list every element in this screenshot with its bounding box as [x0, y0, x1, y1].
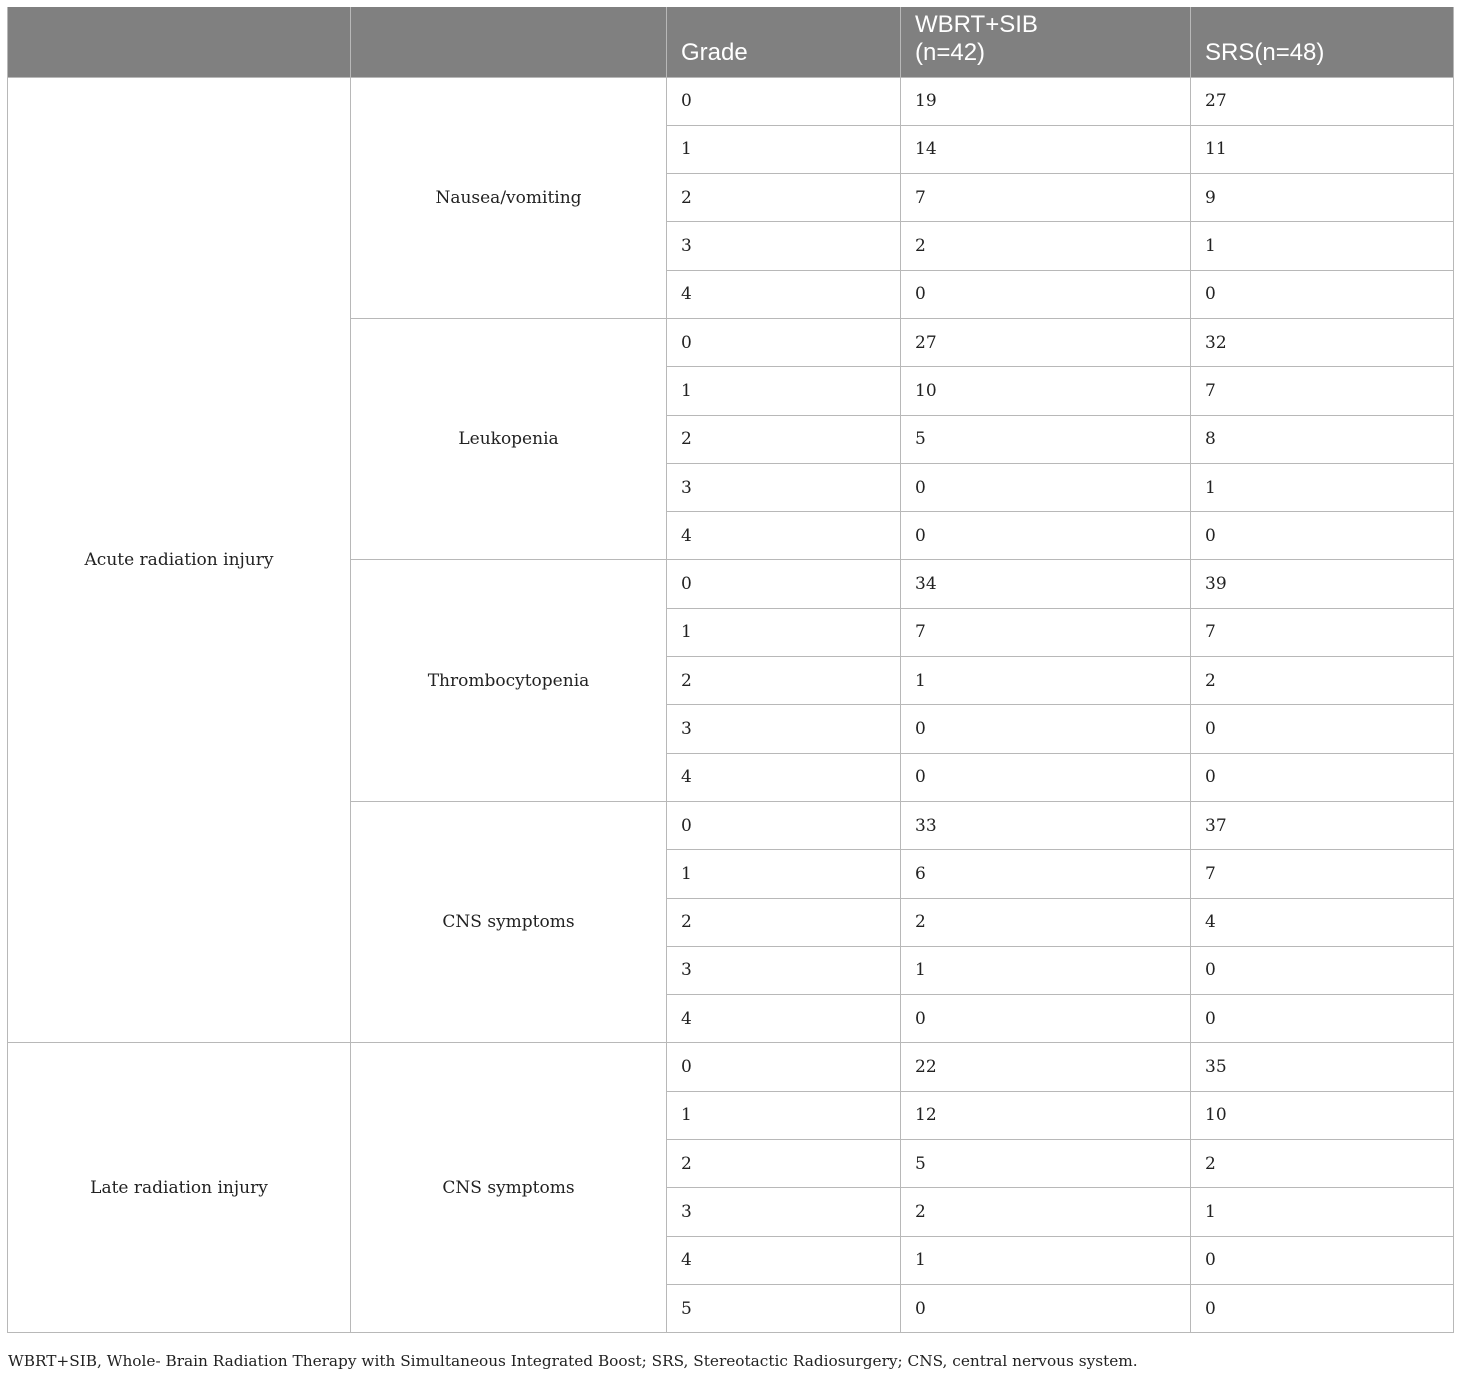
- srs-cell: 1: [1191, 222, 1454, 270]
- header-wbrt-sib-line2: (n=42): [915, 38, 986, 66]
- wbrt-cell: 19: [901, 77, 1191, 125]
- grade-cell: 0: [667, 801, 901, 849]
- srs-cell: 7: [1191, 608, 1454, 656]
- symptom-cell: CNS symptoms: [351, 1043, 667, 1333]
- table-footnote: WBRT+SIB, Whole- Brain Radiation Therapy with Simultaneous Integrated Boost; SRS, Stereotactic Radiosurgery; CNS, central nervous system.: [8, 1352, 1138, 1370]
- wbrt-cell: 0: [901, 705, 1191, 753]
- wbrt-cell: 5: [901, 1140, 1191, 1188]
- srs-cell: 9: [1191, 174, 1454, 222]
- header-symptom: [351, 7, 667, 77]
- wbrt-cell: 12: [901, 1091, 1191, 1139]
- grade-cell: 4: [667, 753, 901, 801]
- srs-cell: 0: [1191, 512, 1454, 560]
- wbrt-cell: 2: [901, 1188, 1191, 1236]
- srs-cell: 0: [1191, 753, 1454, 801]
- wbrt-cell: 2: [901, 222, 1191, 270]
- srs-cell: 2: [1191, 657, 1454, 705]
- srs-cell: 1: [1191, 1188, 1454, 1236]
- grade-cell: 2: [667, 174, 901, 222]
- wbrt-cell: 27: [901, 318, 1191, 366]
- wbrt-cell: 0: [901, 995, 1191, 1043]
- wbrt-cell: 1: [901, 657, 1191, 705]
- grade-cell: 1: [667, 125, 901, 173]
- srs-cell: 7: [1191, 367, 1454, 415]
- symptom-cell: Nausea/vomiting: [351, 77, 667, 318]
- wbrt-cell: 14: [901, 125, 1191, 173]
- grade-cell: 2: [667, 898, 901, 946]
- header-category: [8, 7, 351, 77]
- table-row: [8, 77, 1454, 125]
- grade-cell: 2: [667, 1140, 901, 1188]
- grade-cell: 4: [667, 270, 901, 318]
- srs-cell: 0: [1191, 1236, 1454, 1284]
- wbrt-cell: 1: [901, 1236, 1191, 1284]
- wbrt-cell: 2: [901, 898, 1191, 946]
- srs-cell: 8: [1191, 415, 1454, 463]
- grade-cell: 1: [667, 367, 901, 415]
- wbrt-cell: 0: [901, 753, 1191, 801]
- wbrt-cell: 10: [901, 367, 1191, 415]
- symptom-cell: Thrombocytopenia: [351, 560, 667, 801]
- wbrt-cell: 5: [901, 415, 1191, 463]
- symptom-cell: Leukopenia: [351, 318, 667, 559]
- srs-cell: 0: [1191, 1284, 1454, 1332]
- symptom-cell: CNS symptoms: [351, 801, 667, 1042]
- srs-cell: 35: [1191, 1043, 1454, 1091]
- wbrt-cell: 22: [901, 1043, 1191, 1091]
- srs-cell: 0: [1191, 946, 1454, 994]
- srs-cell: 0: [1191, 705, 1454, 753]
- grade-cell: 5: [667, 1284, 901, 1332]
- grade-cell: 3: [667, 705, 901, 753]
- grade-cell: 2: [667, 657, 901, 705]
- wbrt-cell: 7: [901, 608, 1191, 656]
- grade-cell: 1: [667, 608, 901, 656]
- srs-cell: 39: [1191, 560, 1454, 608]
- wbrt-cell: 1: [901, 946, 1191, 994]
- grade-cell: 1: [667, 850, 901, 898]
- grade-cell: 3: [667, 463, 901, 511]
- toxicity-table: [7, 7, 1454, 1333]
- wbrt-cell: 34: [901, 560, 1191, 608]
- grade-cell: 4: [667, 512, 901, 560]
- srs-cell: 1: [1191, 463, 1454, 511]
- wbrt-cell: 6: [901, 850, 1191, 898]
- srs-cell: 37: [1191, 801, 1454, 849]
- grade-cell: 4: [667, 995, 901, 1043]
- srs-cell: 32: [1191, 318, 1454, 366]
- grade-cell: 2: [667, 415, 901, 463]
- category-cell: Late radiation injury: [8, 1043, 351, 1333]
- srs-cell: 2: [1191, 1140, 1454, 1188]
- wbrt-cell: 0: [901, 463, 1191, 511]
- header-wbrt-sib-line1: WBRT+SIB: [915, 10, 1038, 38]
- srs-cell: 10: [1191, 1091, 1454, 1139]
- header-wbrt-sib: [901, 7, 1191, 77]
- header-grade: Grade: [667, 7, 901, 77]
- table-row: [8, 1043, 1454, 1091]
- wbrt-cell: 0: [901, 1284, 1191, 1332]
- srs-cell: 7: [1191, 850, 1454, 898]
- table-body: [8, 77, 1454, 1333]
- grade-cell: 3: [667, 1188, 901, 1236]
- grade-cell: 0: [667, 560, 901, 608]
- header-srs: SRS(n=48): [1191, 7, 1454, 77]
- srs-cell: 4: [1191, 898, 1454, 946]
- category-cell: Acute radiation injury: [8, 77, 351, 1043]
- srs-cell: 0: [1191, 270, 1454, 318]
- table-header-row: [8, 7, 1454, 77]
- grade-cell: 3: [667, 222, 901, 270]
- srs-cell: 11: [1191, 125, 1454, 173]
- srs-cell: 0: [1191, 995, 1454, 1043]
- wbrt-cell: 33: [901, 801, 1191, 849]
- grade-cell: 0: [667, 77, 901, 125]
- grade-cell: 4: [667, 1236, 901, 1284]
- wbrt-cell: 0: [901, 512, 1191, 560]
- grade-cell: 0: [667, 1043, 901, 1091]
- wbrt-cell: 0: [901, 270, 1191, 318]
- grade-cell: 0: [667, 318, 901, 366]
- grade-cell: 1: [667, 1091, 901, 1139]
- srs-cell: 27: [1191, 77, 1454, 125]
- wbrt-cell: 7: [901, 174, 1191, 222]
- grade-cell: 3: [667, 946, 901, 994]
